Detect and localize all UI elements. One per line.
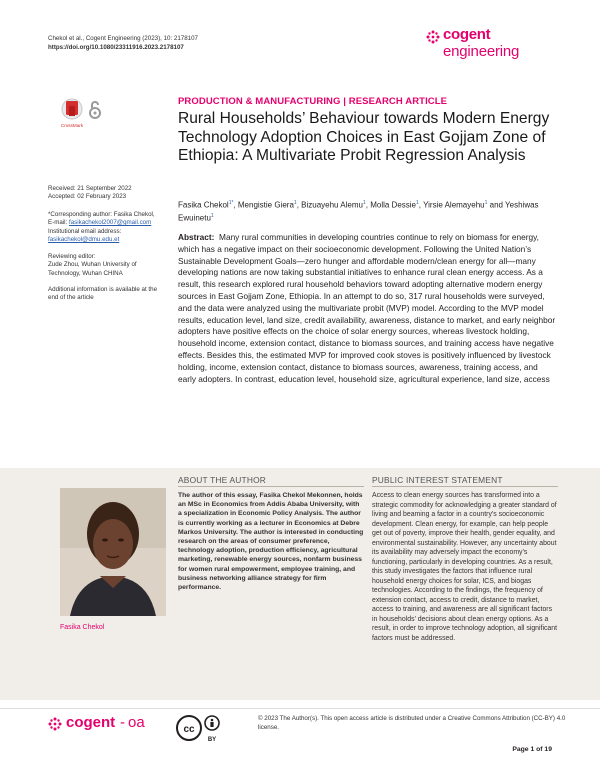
cogent-oa-logo[interactable] bbox=[48, 713, 168, 735]
cogent-burst-icon bbox=[48, 717, 62, 731]
page-number: Page 1 of 19 bbox=[512, 746, 552, 753]
divider bbox=[178, 486, 364, 487]
author-affiliation: 1 bbox=[362, 200, 366, 206]
by-label: BY bbox=[207, 737, 217, 743]
corresponding-author bbox=[48, 211, 166, 245]
open-access-lock-icon bbox=[88, 100, 102, 120]
email-line bbox=[48, 219, 166, 227]
oa-word-cogent: cogent bbox=[66, 714, 116, 731]
author-name[interactable]: Mengistie Giera bbox=[237, 200, 294, 210]
public-interest-heading: PUBLIC INTEREST STATEMENT bbox=[372, 475, 503, 485]
section-tag: PRODUCTION & MANUFACTURING | RESEARCH ARTICLE bbox=[178, 96, 448, 107]
photo-caption: Fasika Chekol bbox=[60, 624, 105, 631]
article-dates bbox=[48, 185, 166, 202]
author-name[interactable]: Molla Dessie bbox=[370, 200, 416, 210]
public-interest-text: Access to clean energy sources has transformed into a strategic commodity for acknowledging a greater standard of living and beaming a factor in a country’s socioeconomic development. Clean energy, for example, can help people get out of poverty, improve their health, gender equality, and environmental sustainability. However, any uncertainty about its availability may adversely impact the economy’s functioning, particularly in developing countries. As a result, this study investigates the factors that influence rural household energy choices for solar, ICS, and biogas technologies. According to the findings, the frequency of extension contact, access to credit, distance to market, access to training, and awareness are all significant factors in households’ decisions about clean energy options. As a result, in order to improve technology adoption, all significant factors must be addressed. bbox=[372, 492, 558, 642]
oa-word-oa: oa bbox=[128, 714, 145, 731]
author-affiliation: 1 bbox=[210, 213, 214, 220]
license-text: © 2023 The Author(s). This open access article is distributed under a Creative Commons Attribution (CC-BY) 4.0 license. bbox=[258, 715, 566, 731]
journal-word-cogent: cogent bbox=[443, 26, 491, 43]
additional-info: Additional information is available at the end of the article bbox=[48, 286, 158, 302]
journal-logo[interactable] bbox=[426, 26, 566, 66]
article-title: Rural Households’ Behaviour towards Modern Energy Technology Adoption Choices in East Gojjam Zone of Ethiopia: A Multivariate Probit Regression Analysis bbox=[178, 110, 550, 164]
cc-label: cc bbox=[183, 724, 195, 735]
reviewing-editor-label: Reviewing editor: bbox=[48, 253, 96, 260]
cogent-burst-icon bbox=[426, 30, 440, 44]
about-author-text: The author of this essay, Fasika Chekol Mekonnen, holds an MSc in Economics from Addis Ababa University, with a specialization in Economic Policy Analysis. The author is currently working as a lecturer in Economics at Debre Markos University. The author is interested in conducting research on the areas of consumer preference, technology adoption, production efficiency, agricultural marketing, renewable energy sources, nonfarm business for women rural empowerment, employee training, and business networking alliance strategy for firm performance. bbox=[178, 492, 364, 592]
accepted-date: Accepted: 02 February 2023 bbox=[48, 193, 127, 201]
author-name[interactable]: Yirsie Alemayehu bbox=[423, 200, 485, 210]
abstract-label: Abstract: bbox=[178, 232, 215, 242]
reviewing-editor-name: Zude Zhou, Wuhan University of Technology, Wuhan CHINA bbox=[48, 261, 137, 277]
email-label: E-mail: bbox=[48, 219, 69, 227]
journal-word-engineering: engineering bbox=[443, 43, 520, 60]
citation-line: Chekol et al., Cogent Engineering (2023), 10: 2178107 bbox=[48, 35, 198, 42]
doi-link[interactable]: https://doi.org/10.1080/23311916.2023.2178107 bbox=[48, 44, 184, 51]
author-name[interactable]: Yeshiwas Ewuinetu bbox=[178, 200, 539, 223]
author-affiliation: 1 bbox=[484, 200, 488, 206]
author-affiliation: 1 bbox=[416, 200, 419, 206]
footer-divider bbox=[0, 708, 600, 709]
about-heading: ABOUT THE AUTHOR bbox=[178, 475, 267, 485]
author-affiliation: 1* bbox=[228, 200, 234, 206]
institutional-email-link[interactable]: fasikachekol@dmu.edu.et bbox=[48, 236, 120, 244]
author-name[interactable]: Bizuayehu Alemu bbox=[301, 200, 363, 210]
author-list: Fasika Chekol$^{1*}$, Mengistie Giera$^1$, Bizuayehu Alemu$^1$, Molla Dessie$^1$, Yirsie Alemayehu$^1$ and Yeshiwas Ewuinetu$^1$ bbox=[178, 200, 539, 223]
abstract bbox=[178, 232, 556, 385]
institutional-label: Institutional email address: bbox=[48, 227, 122, 235]
crossmark-icon[interactable] bbox=[60, 98, 84, 130]
oa-dash: - bbox=[120, 714, 125, 731]
author-email-link[interactable]: fasikachekol2007@gmail.com bbox=[68, 219, 152, 227]
crossmark-label: CrossMark bbox=[60, 123, 84, 128]
corresponding-label: *Corresponding author: Fasika Chekol, bbox=[48, 211, 155, 218]
received-date: Received: 21 September 2022 bbox=[48, 185, 132, 192]
reviewing-editor bbox=[48, 253, 166, 278]
author-photo bbox=[60, 488, 166, 616]
cc-by-license-icon[interactable] bbox=[176, 714, 222, 744]
abstract-text: Many rural communities in developing countries continue to rely on biomass for energy, which has a negative impact on their socioeconomic development. Following the United Nation’s Sustainable Development Goals—zero hunger and affordable modern/clean energy for all—many developing nations are now taking substantial initiatives to enhance rural clean energy access. As a result, this research explored rural household behaviors toward adopting alternative modern energy sources in East Gojjam Zone, Ethiopia. In an attempt to do so, 317 rural households were surveyed, and the data were analyzed using the multivariate probit (MVP) model. According to the MVP model results, education level, land size, credit availability, awareness, distance to market, and early neighbor adopters have positive effects on the choice of solar energy sources, whereas livestock holding, household income, extension contact, distance to biomass sources, and training access have negative effects. Besides this, the estimated MVP for improved cook stoves is positively influenced by livestock holding, income, extension contact, distance to biomass sources, awareness, training access, and early adopters. In contrast, education level, household size, agricultural experience, land size, access bbox=[178, 232, 556, 384]
citation-block bbox=[48, 34, 198, 52]
author-name[interactable]: Fasika Chekol bbox=[178, 200, 229, 210]
divider bbox=[372, 486, 558, 487]
author-affiliation: 1 bbox=[293, 200, 297, 206]
